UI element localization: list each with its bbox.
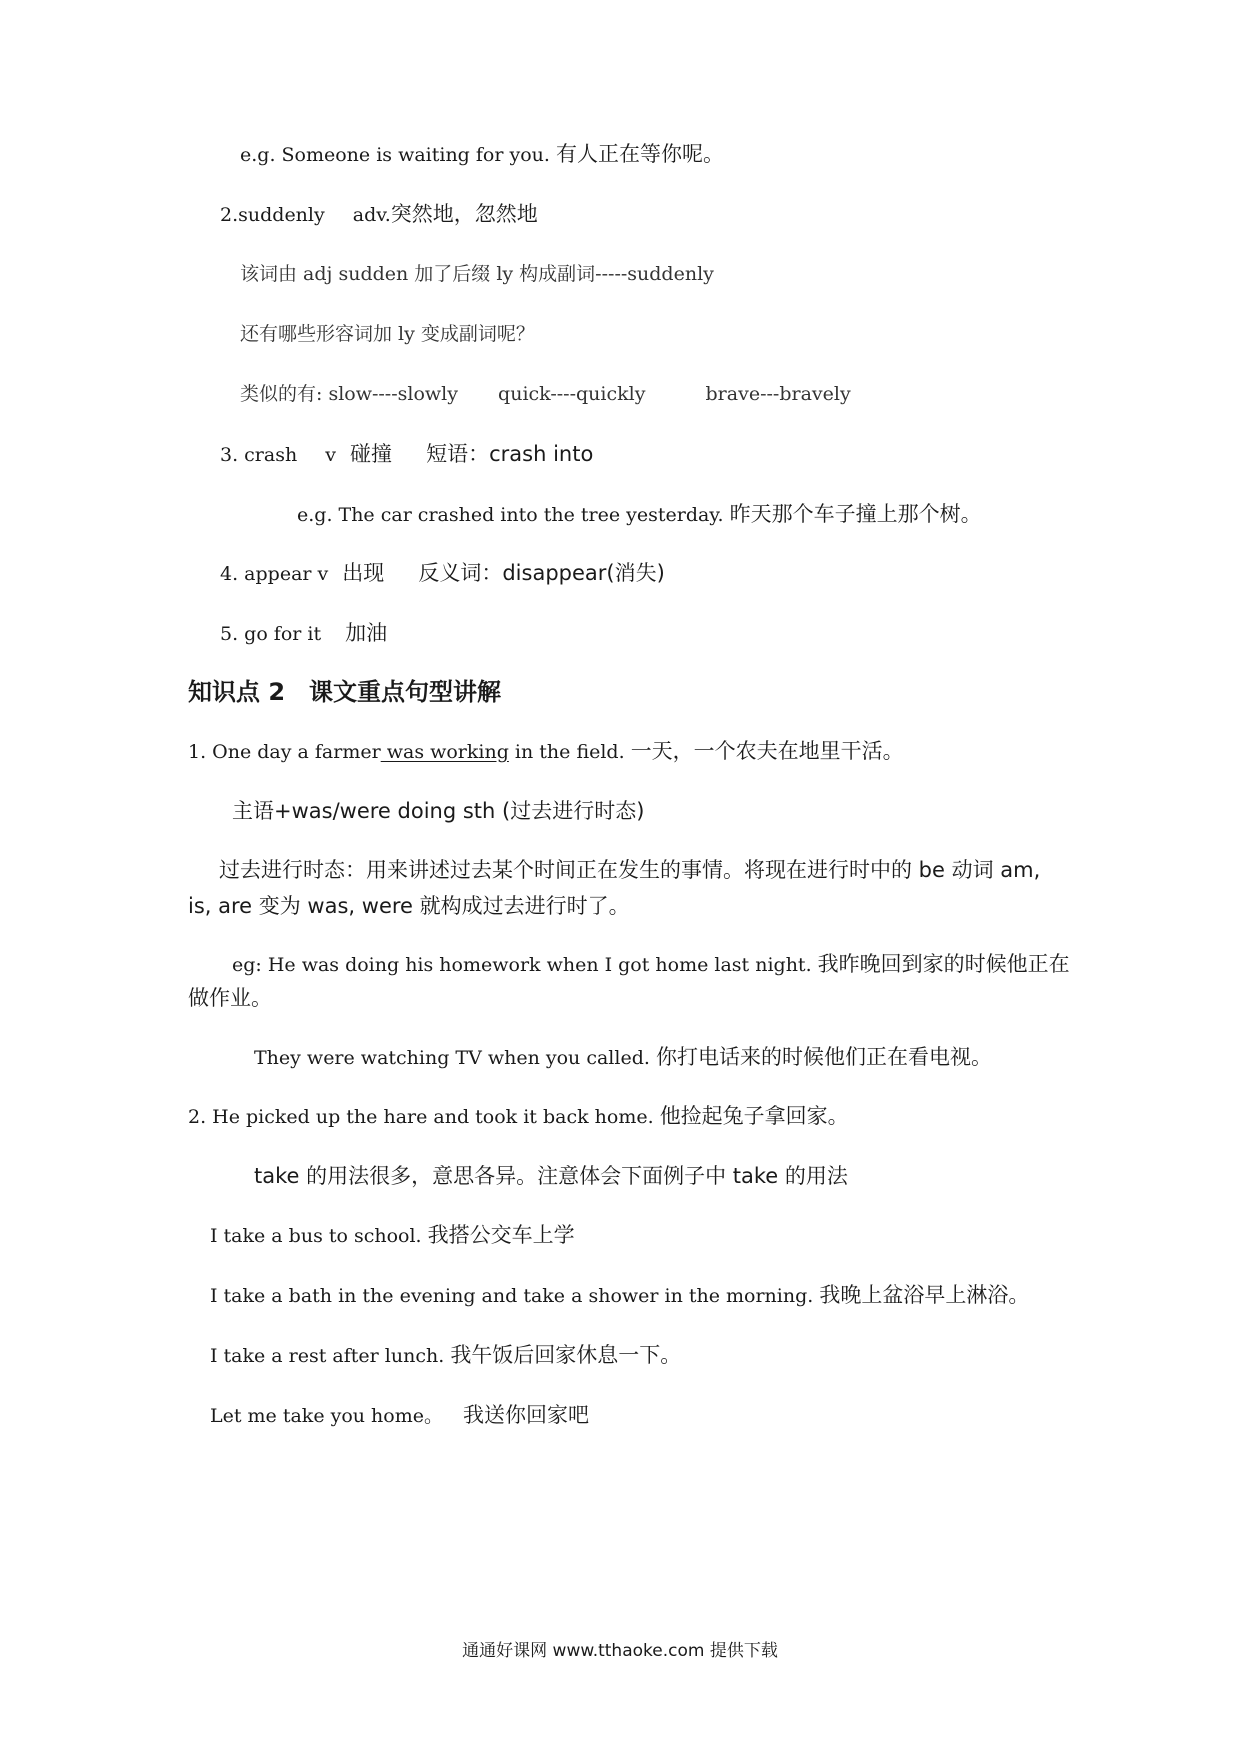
- example-en: I take a bus to school.: [210, 1225, 422, 1247]
- sentence-en: 2. He picked up the hare and took it back home.: [188, 1106, 654, 1128]
- example-cn: 有人正在等你呢。: [555, 142, 724, 166]
- grammar-rule: 主语+was/were doing sth (过去进行时态): [232, 799, 645, 823]
- vocab-cn: 出现: [342, 561, 385, 585]
- vocab-eg-waiting: [240, 140, 724, 169]
- take-usage-note: take 的用法很多，意思各异。注意体会下面例子中 take 的用法: [254, 1164, 848, 1188]
- vocab-head: 4. appear v: [220, 563, 329, 585]
- sentence-cn: 一天，一个农夫在地里干活。: [630, 739, 904, 763]
- sentence-underlined: was working: [380, 741, 509, 763]
- take-example-4: [210, 1401, 589, 1430]
- sentence-1: [188, 737, 904, 766]
- vocab-item-suddenly: [220, 200, 538, 229]
- similar-brave: brave---bravely: [705, 383, 851, 405]
- vocab-question-ly: [240, 320, 535, 348]
- similar-quick: quick----quickly: [498, 383, 646, 405]
- take-example-1: [210, 1221, 575, 1250]
- example-en: They were watching TV when you called.: [254, 1047, 650, 1069]
- example-en: Let me take you home。: [210, 1405, 443, 1427]
- example-cn: 你打电话来的时候他们正在看电视。: [655, 1045, 992, 1069]
- vocab-item-appear: [220, 559, 665, 588]
- vocab-cn: 碰撞: [350, 442, 393, 466]
- similar-slow: 类似的有: slow----slowly: [240, 383, 458, 405]
- note-text: 该词由 adj sudden 加了后缀 ly 构成副词-----suddenly: [240, 263, 714, 285]
- example-cn: 我搭公交车上学: [427, 1223, 575, 1247]
- vocab-head: 2.suddenly: [220, 204, 325, 226]
- vocab-note-suddenly: [240, 260, 714, 288]
- example-cn: 我昨晚回到家的时候他正在: [817, 952, 1070, 976]
- grammar-eg1-line1: [232, 950, 1070, 979]
- example-cn: 昨天那个车子撞上那个树。: [729, 502, 982, 526]
- vocab-antonym: 反义词：disappear(消失): [418, 561, 665, 585]
- vocab-cn: 突然地，忽然地: [390, 202, 538, 226]
- vocab-pos: v: [325, 444, 336, 466]
- vocab-item-go-for-it: [220, 619, 387, 648]
- example-en: eg: He was doing his homework when I got home last night.: [232, 954, 812, 976]
- take-example-2: [210, 1281, 1029, 1310]
- grammar-explanation-line2: is, are 变为 was, were 就构成过去进行时了。: [188, 894, 630, 918]
- vocab-similar-ly: [240, 380, 851, 408]
- example-cn: 我送你回家吧: [463, 1403, 590, 1427]
- sentence-2: [188, 1102, 849, 1131]
- vocab-eg-crash: [297, 500, 982, 529]
- vocab-head: 5. go for it: [220, 623, 322, 645]
- vocab-cn: 加油: [345, 621, 388, 645]
- example-en: I take a rest after lunch.: [210, 1345, 445, 1367]
- example-en: I take a bath in the evening and take a shower in the morning.: [210, 1285, 814, 1307]
- page-footer: 通通好课网 www.tthaoke.com 提供下载: [462, 1641, 778, 1661]
- vocab-pos: adv.: [352, 204, 391, 226]
- sentence-cn: 他捡起兔子拿回家。: [659, 1104, 849, 1128]
- grammar-eg1-line2: 做作业。: [188, 986, 272, 1010]
- sentence-pre: 1. One day a farmer: [188, 741, 381, 763]
- grammar-eg2: [254, 1043, 992, 1072]
- example-en: e.g. Someone is waiting for you.: [240, 144, 550, 166]
- vocab-phrase: 短语：crash into: [426, 442, 594, 466]
- section-heading: 知识点 2 课文重点句型讲解: [188, 678, 502, 706]
- vocab-head: 3. crash: [220, 444, 298, 466]
- example-en: e.g. The car crashed into the tree yesterday.: [297, 504, 724, 526]
- question-text: 还有哪些形容词加 ly 变成副词呢？: [240, 323, 535, 345]
- example-cn: 我午饭后回家休息一下。: [450, 1343, 682, 1367]
- vocab-item-crash: [220, 440, 593, 469]
- example-cn: 我晚上盆浴早上淋浴。: [819, 1283, 1030, 1307]
- sentence-post: in the field.: [508, 741, 625, 763]
- grammar-explanation-line1: 过去进行时态：用来讲述过去某个时间正在发生的事情。将现在进行时中的 be 动词 am,: [219, 858, 1041, 882]
- take-example-3: [210, 1341, 681, 1370]
